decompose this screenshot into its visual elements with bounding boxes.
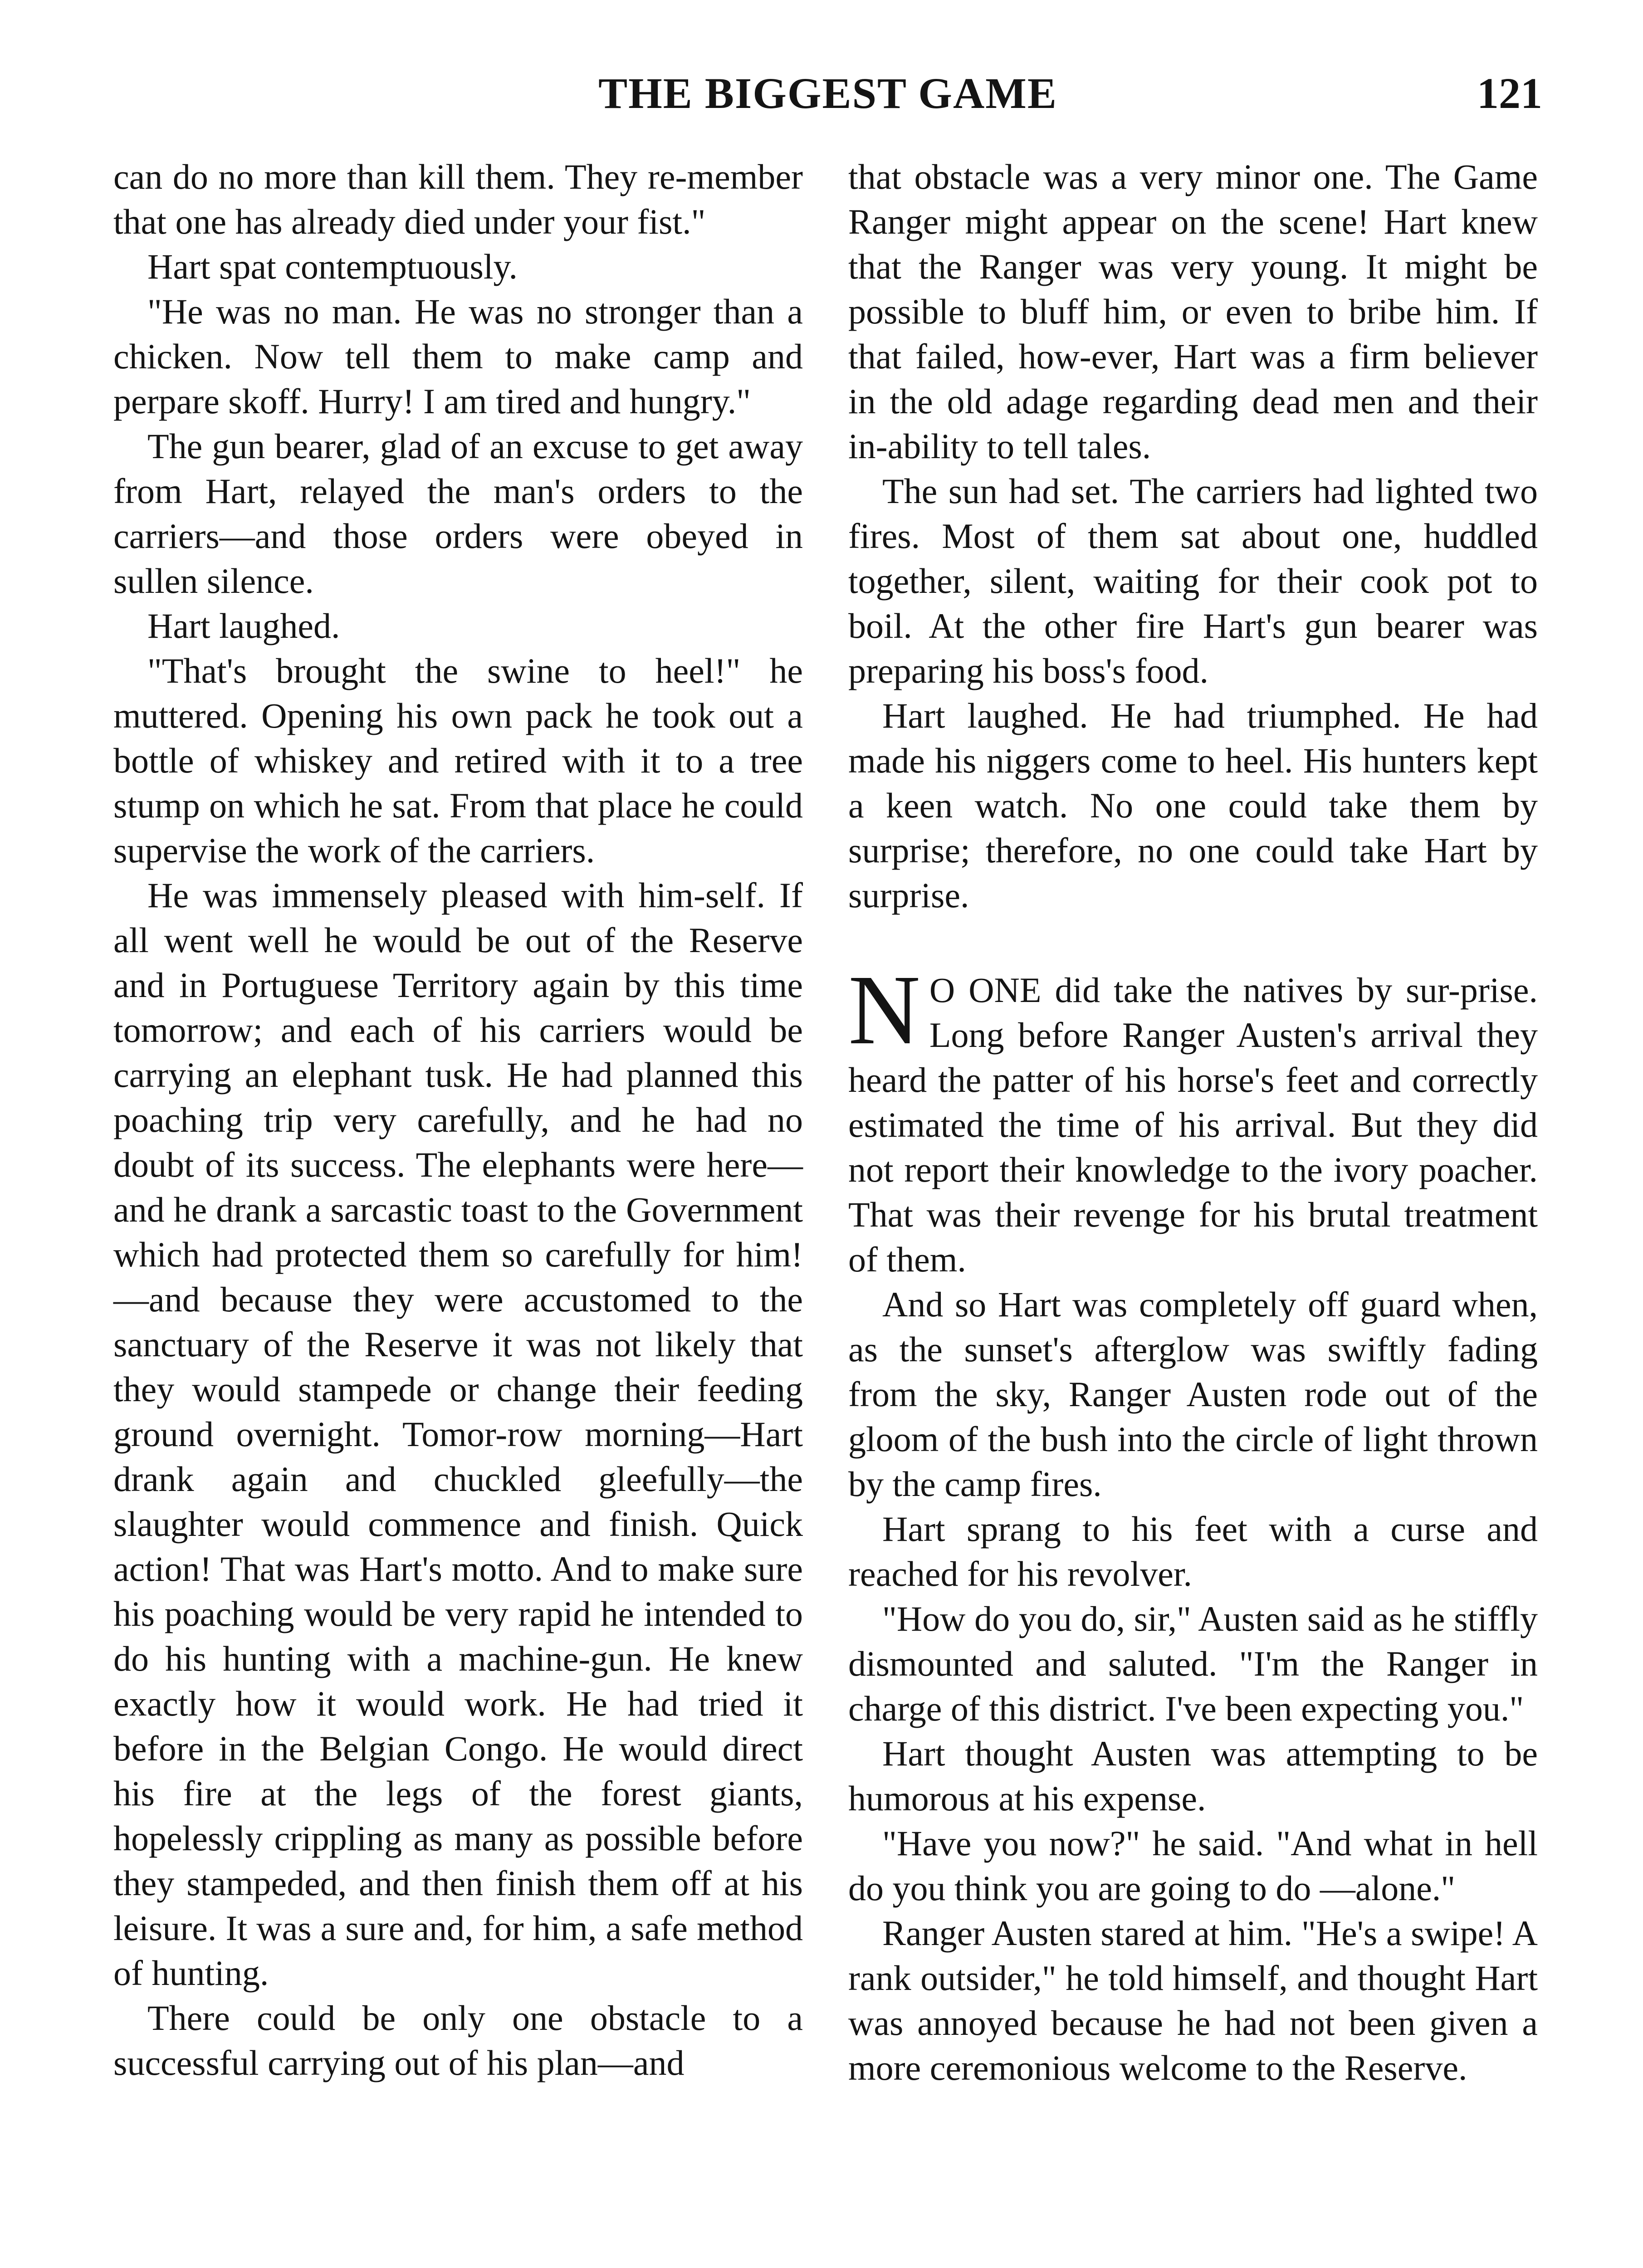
paragraph: Hart laughed. He had triumphed. He had made his niggers come to heel. His hunters kept a keen watch. No one could take them by surprise; therefore, no one could take Hart by surprise.: [848, 696, 1538, 915]
paragraph: that obstacle was a very minor one. The Game Ranger might appear on the scene! Hart knew that the Ranger was very young. It might be possible to bluff him, or even to bribe him. If that failed, how-ever, Hart was a firm believer in the old adage regarding dead men and their in-ability to tell tales.: [848, 157, 1538, 466]
paragraph: Ranger Austen stared at him. "He's a swipe! A rank outsider," he told himself, and thought Hart was annoyed because he had not been given a more ceremonious welcome to the Reserve.: [848, 1913, 1538, 2087]
paragraph: "He was no man. He was no stronger than a chicken. Now tell them to make camp and perpare skoff. Hurry! I am tired and hungry.": [113, 292, 803, 421]
paragraph: "How do you do, sir," Austen said as he stiffly dismounted and saluted. "I'm the Ranger in charge of this district. I've been expecting you.": [848, 1599, 1538, 1728]
paragraph: Hart thought Austen was attempting to be humorous at his expense.: [848, 1734, 1538, 1818]
paragraph: "Have you now?" he said. "And what in hell do you think you are going to do —alone.": [848, 1823, 1538, 1908]
right-column: [848, 154, 1538, 2090]
section-break: [848, 918, 1538, 968]
paragraph-dropcap: [848, 954, 1538, 1282]
paragraph: And so Hart was completely off guard when, as the sunset's afterglow was swiftly fading from the sky, Ranger Austen rode out of the gloom of the bush into the circle of light thrown by the camp fires.: [848, 1285, 1538, 1504]
paragraph: He was immensely pleased with him-self. If all went well he would be out of the Reserve and in Portuguese Territory again by this time tomorrow; and each of his carriers would be carrying an elephant tusk. He had planned this poaching trip very carefully, and he had no doubt of its success. The elephants were here—and he drank a sarcastic toast to the Government which had protected them so carefully for him!—and because they were accustomed to the sanctuary of the Reserve it was not likely that they would stampede or change their feeding ground overnight. Tomor-row morning—Hart drank again and chuckled gleefully—the slaughter would commence and finish. Quick action! That was Hart's motto. And to make sure his poaching would be very rapid he intended to do his hunting with a machine-gun. He knew exactly how it would work. He had tried it before in the Belgian Congo. He would direct his fire at the legs of the forest giants, hopelessly crippling as many as possible before they stampeded, and then finish them off at his leisure. It was a sure and, for him, a safe method of hunting.: [113, 875, 803, 1993]
paragraph-text: O ONE did take the natives by sur-prise. Long before Ranger Austen's arrival they heard the patter of his horse's feet and correctly estimated the time of his arrival. But they did not report their knowledge to the ivory poacher. That was their revenge for his brutal treatment of them.: [848, 970, 1538, 1279]
paragraph: The sun had set. The carriers had lighted two fires. Most of them sat about one, huddled together, silent, waiting for their cook pot to boil. At the other fire Hart's gun bearer was preparing his boss's food.: [848, 471, 1538, 690]
page-number: 121: [1477, 69, 1542, 117]
paragraph: Hart spat contemptuously.: [147, 247, 518, 286]
drop-cap-letter: N: [848, 954, 920, 1065]
running-title: THE BIGGEST GAME: [598, 69, 1057, 117]
left-column: [113, 154, 803, 2085]
paragraph: can do no more than kill them. They re-member that one has already died under your fist.": [113, 157, 803, 241]
paragraph: "That's brought the swine to heel!" he muttered. Opening his own pack he took out a bottle of whiskey and retired with it to a tree stump on which he sat. From that place he could supervise the work of the carriers.: [113, 651, 803, 870]
page-header: [113, 68, 1542, 132]
paragraph: Hart sprang to his feet with a curse and reached for his revolver.: [848, 1509, 1538, 1593]
paragraph: The gun bearer, glad of an excuse to get away from Hart, relayed the man's orders to the carriers—and those orders were obeyed in sullen silence.: [113, 426, 803, 601]
paragraph: There could be only one obstacle to a successful carrying out of his plan—and: [113, 1998, 803, 2082]
paragraph: Hart laughed.: [147, 606, 340, 645]
